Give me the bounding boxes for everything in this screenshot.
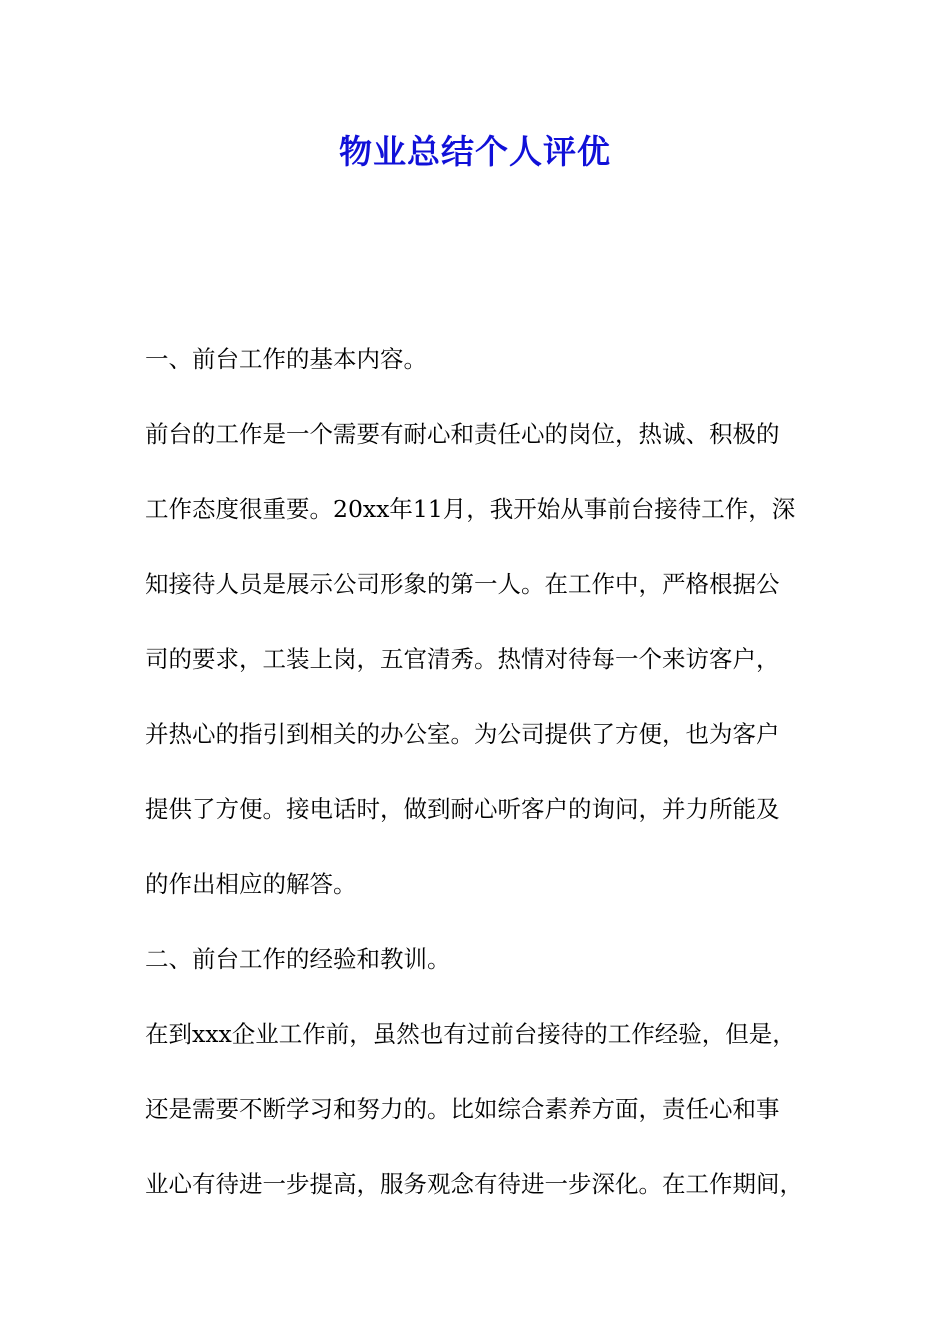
paragraph-line: 在到xxx企业工作前，虽然也有过前台接待的工作经验，但是， <box>145 1020 796 1048</box>
document-title: 物业总结个人评优 <box>339 132 611 171</box>
paragraph-line: 提供了方便。接电话时，做到耐心听客户的询问，并力所能及 <box>145 795 780 823</box>
paragraph-line: 司的要求，工装上岗，五官清秀。热情对待每一个来访客户， <box>145 645 780 673</box>
paragraph-line: 业心有待进一步提高，服务观念有待进一步深化。在工作期间， <box>145 1170 803 1198</box>
section-heading-1: 一、前台工作的基本内容。 <box>145 345 427 373</box>
section-heading-2: 二、前台工作的经验和教训。 <box>145 945 451 973</box>
paragraph-line: 还是需要不断学习和努力的。比如综合素养方面，责任心和事 <box>145 1095 780 1123</box>
paragraph-line: 工作态度很重要。20xx年11月，我开始从事前台接待工作，深 <box>145 495 796 523</box>
paragraph-line: 前台的工作是一个需要有耐心和责任心的岗位，热诚、积极的 <box>145 420 780 448</box>
paragraph-line: 并热心的指引到相关的办公室。为公司提供了方便，也为客户 <box>145 720 780 748</box>
paragraph-line: 的作出相应的解答。 <box>145 870 357 898</box>
paragraph-line: 知接待人员是展示公司形象的第一人。在工作中，严格根据公 <box>145 570 780 598</box>
